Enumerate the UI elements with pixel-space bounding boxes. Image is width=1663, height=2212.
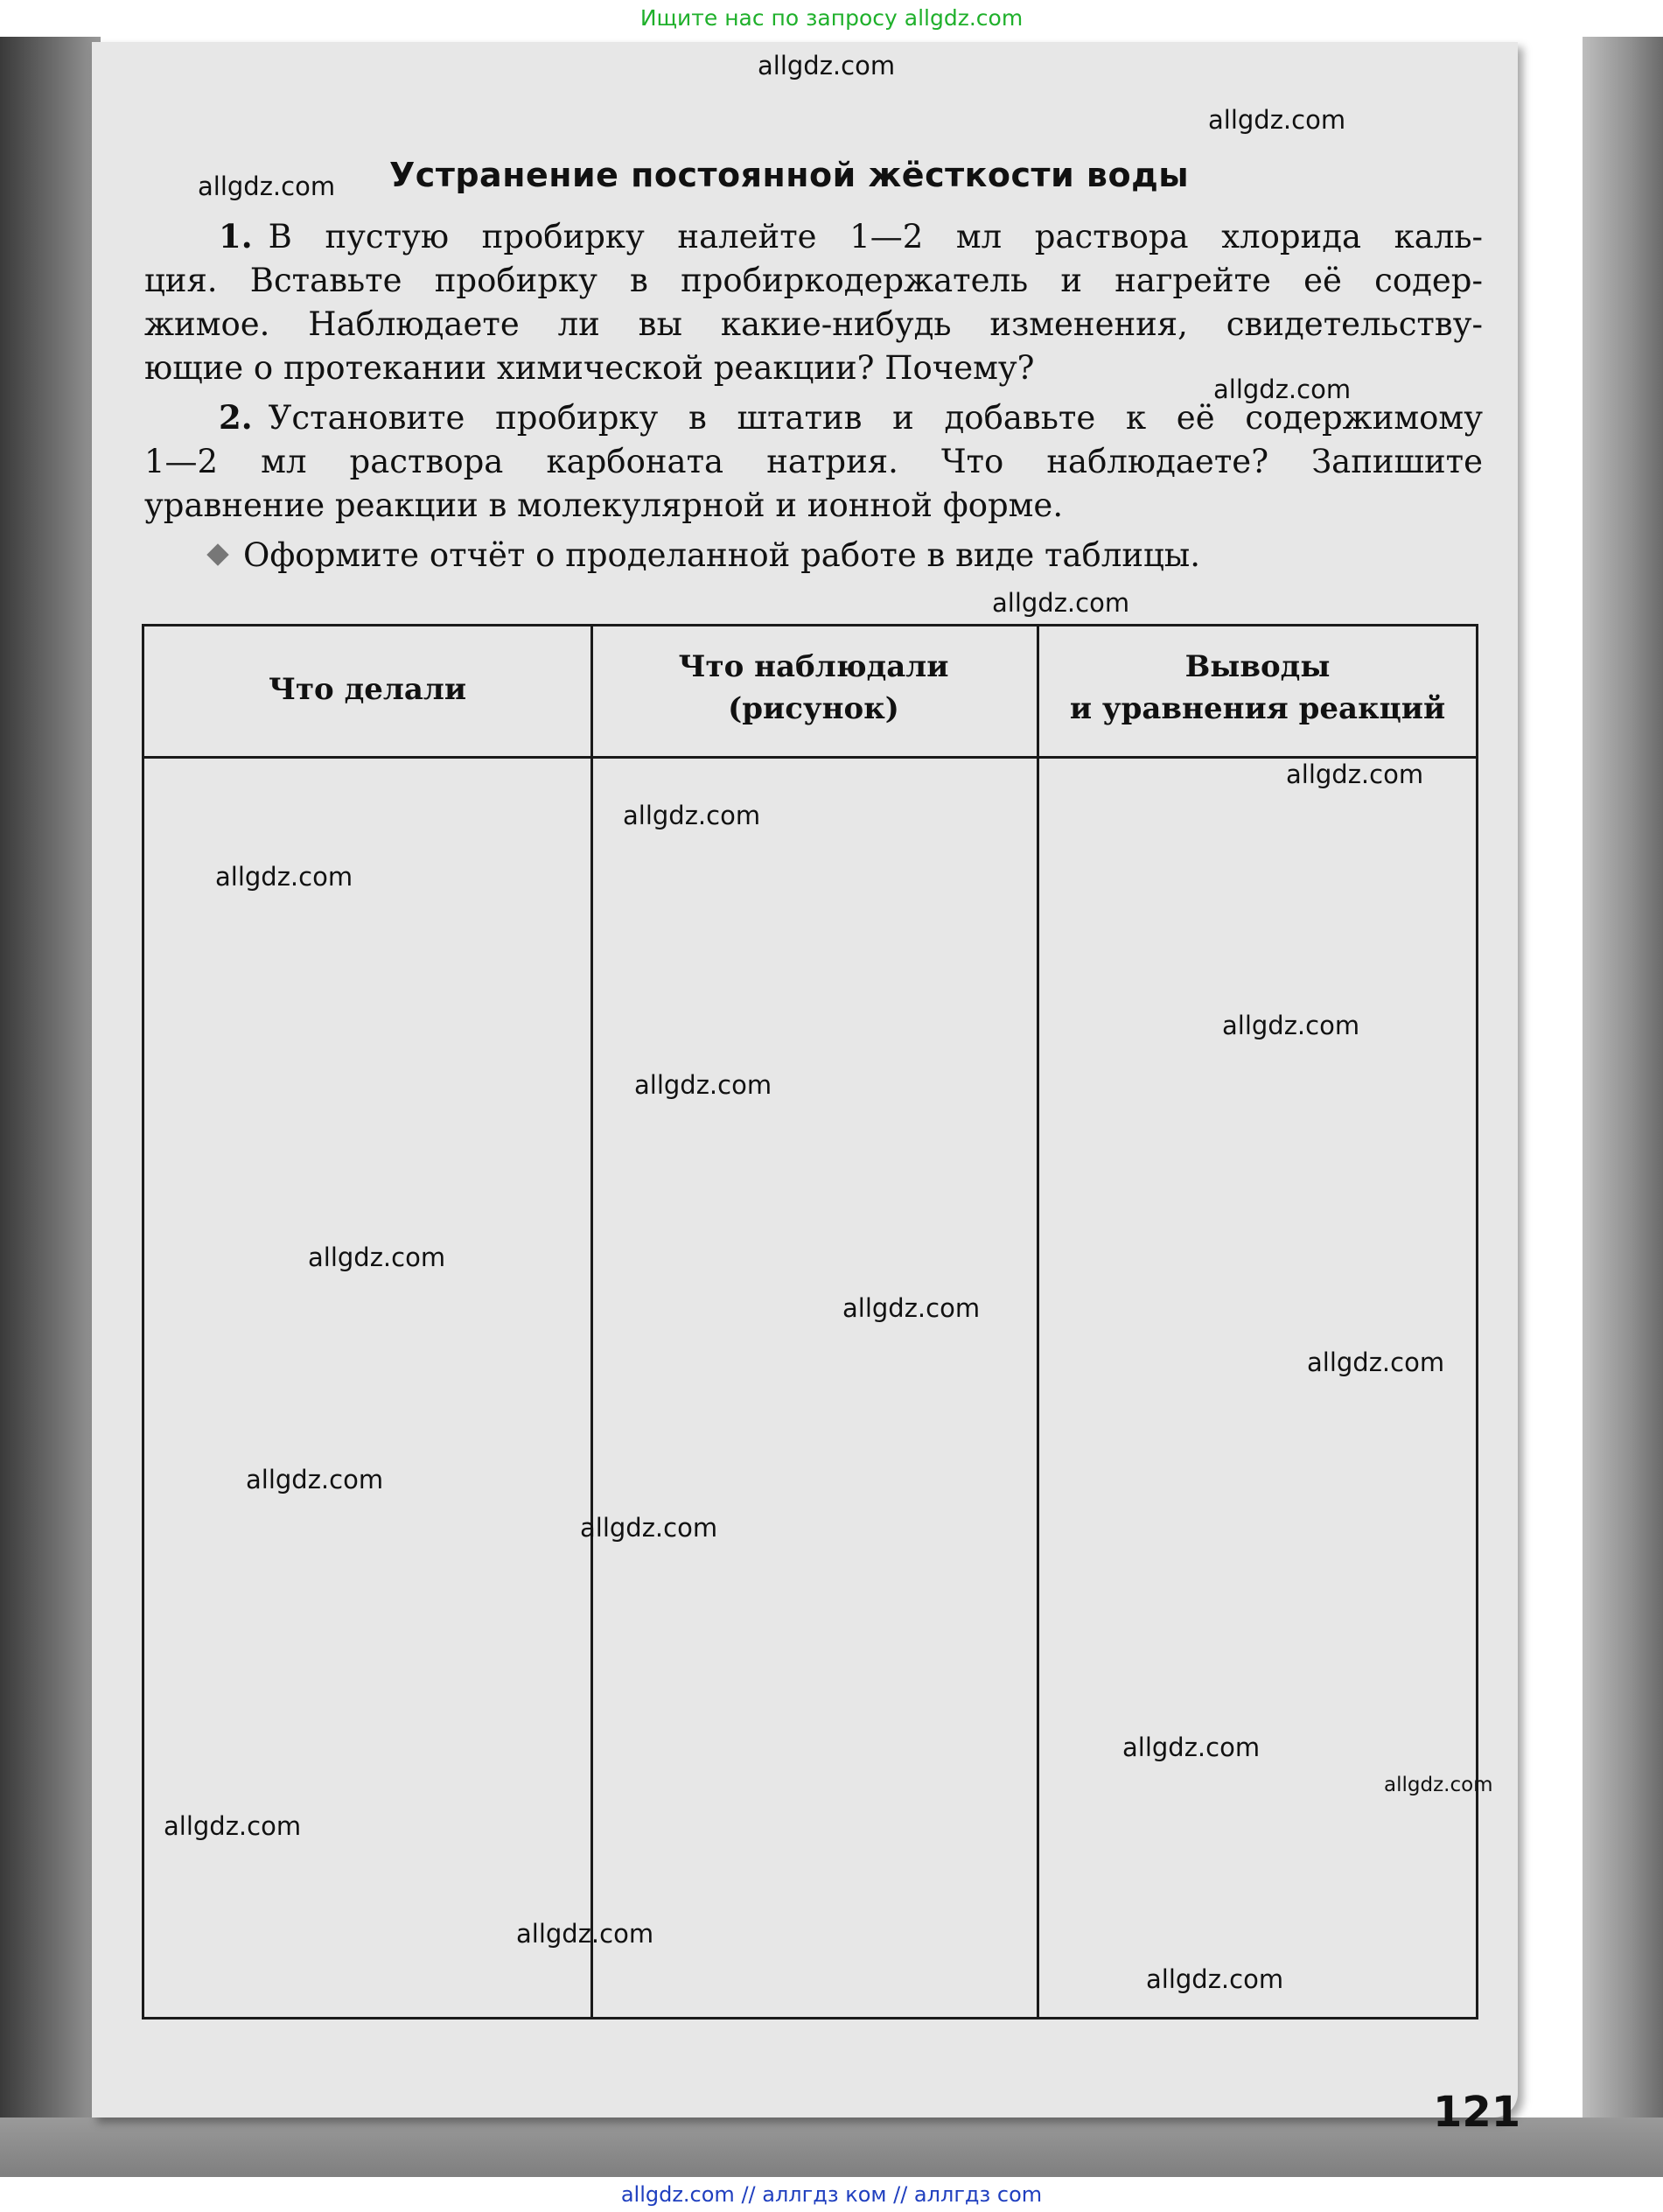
task-1-line: жимое. Наблюдаете ли вы какие-нибудь изменения, свидетельству- <box>144 305 1483 343</box>
watermark: allgdz.com <box>842 1293 981 1323</box>
report-table <box>142 624 1478 2020</box>
watermark: allgdz.com <box>246 1465 384 1494</box>
table-column-divider <box>590 626 593 2017</box>
watermark: allgdz.com <box>1286 760 1424 789</box>
watermark: allgdz.com <box>1222 1011 1360 1040</box>
watermark: allgdz.com <box>1122 1732 1261 1762</box>
watermark: allgdz.com <box>634 1070 772 1100</box>
watermark: allgdz.com <box>164 1811 302 1841</box>
table-column-divider <box>1037 626 1039 2017</box>
table-header-what-did: Что делали <box>268 672 467 707</box>
watermark: allgdz.com <box>758 51 896 80</box>
watermark: allgdz.com <box>1213 374 1352 404</box>
watermark: allgdz.com <box>516 1919 654 1949</box>
watermark: allgdz.com <box>1307 1348 1445 1377</box>
watermark: allgdz.com <box>308 1242 446 1272</box>
watermark: allgdz.com <box>623 801 761 830</box>
table-header-divider <box>144 756 1476 759</box>
watermark: allgdz.com <box>198 172 336 201</box>
task-1-line: 1. В пустую пробирку налейте 1—2 мл раствора хлорида каль- <box>219 217 1483 256</box>
task-1-line: ция. Вставьте пробирку в пробиркодержатель и нагрейте её содер- <box>144 262 1483 299</box>
task-2-line: 2. Установите пробирку в штатив и добавьте к её содержимому <box>219 398 1483 437</box>
header-search-link[interactable]: Ищите нас по запросу allgdz.com <box>0 0 1663 37</box>
watermark: allgdz.com <box>1146 1964 1284 1994</box>
page-number: 121 <box>1433 2088 1521 2137</box>
section-heading: Устранение постоянной жёсткости воды <box>389 156 1190 194</box>
task-1 <box>144 214 1483 390</box>
task-2-line: уравнение реакции в молекулярной и ионной форме. <box>144 486 1064 524</box>
task-2-line: 1—2 мл раствора карбоната натрия. Что наблюдаете? Запишите <box>144 443 1483 480</box>
page-shadow-right <box>1583 35 1663 2170</box>
task-2-number: 2. <box>219 398 253 437</box>
task-1-line: ющие о протекании химической реакции? Почему? <box>144 349 1035 387</box>
watermark: allgdz.com <box>215 862 353 892</box>
report-instruction: Оформите отчёт о проделанной работе в виде таблицы. <box>210 536 1200 574</box>
watermark: allgdz.com <box>1384 1774 1493 1796</box>
diamond-bullet-icon <box>206 543 228 565</box>
page-shadow-left <box>0 35 101 2170</box>
task-2 <box>144 396 1483 528</box>
table-header-observed: Что наблюдали (рисунок) <box>678 649 949 726</box>
watermark: allgdz.com <box>992 588 1130 618</box>
footer-links[interactable]: allgdz.com // аллгдз ком // аллгдз com <box>0 2177 1663 2212</box>
table-header-conclusions: Выводы и уравнения реакций <box>1069 649 1446 726</box>
watermark: allgdz.com <box>1208 105 1346 135</box>
watermark: allgdz.com <box>580 1513 718 1543</box>
task-1-number: 1. <box>219 217 253 256</box>
